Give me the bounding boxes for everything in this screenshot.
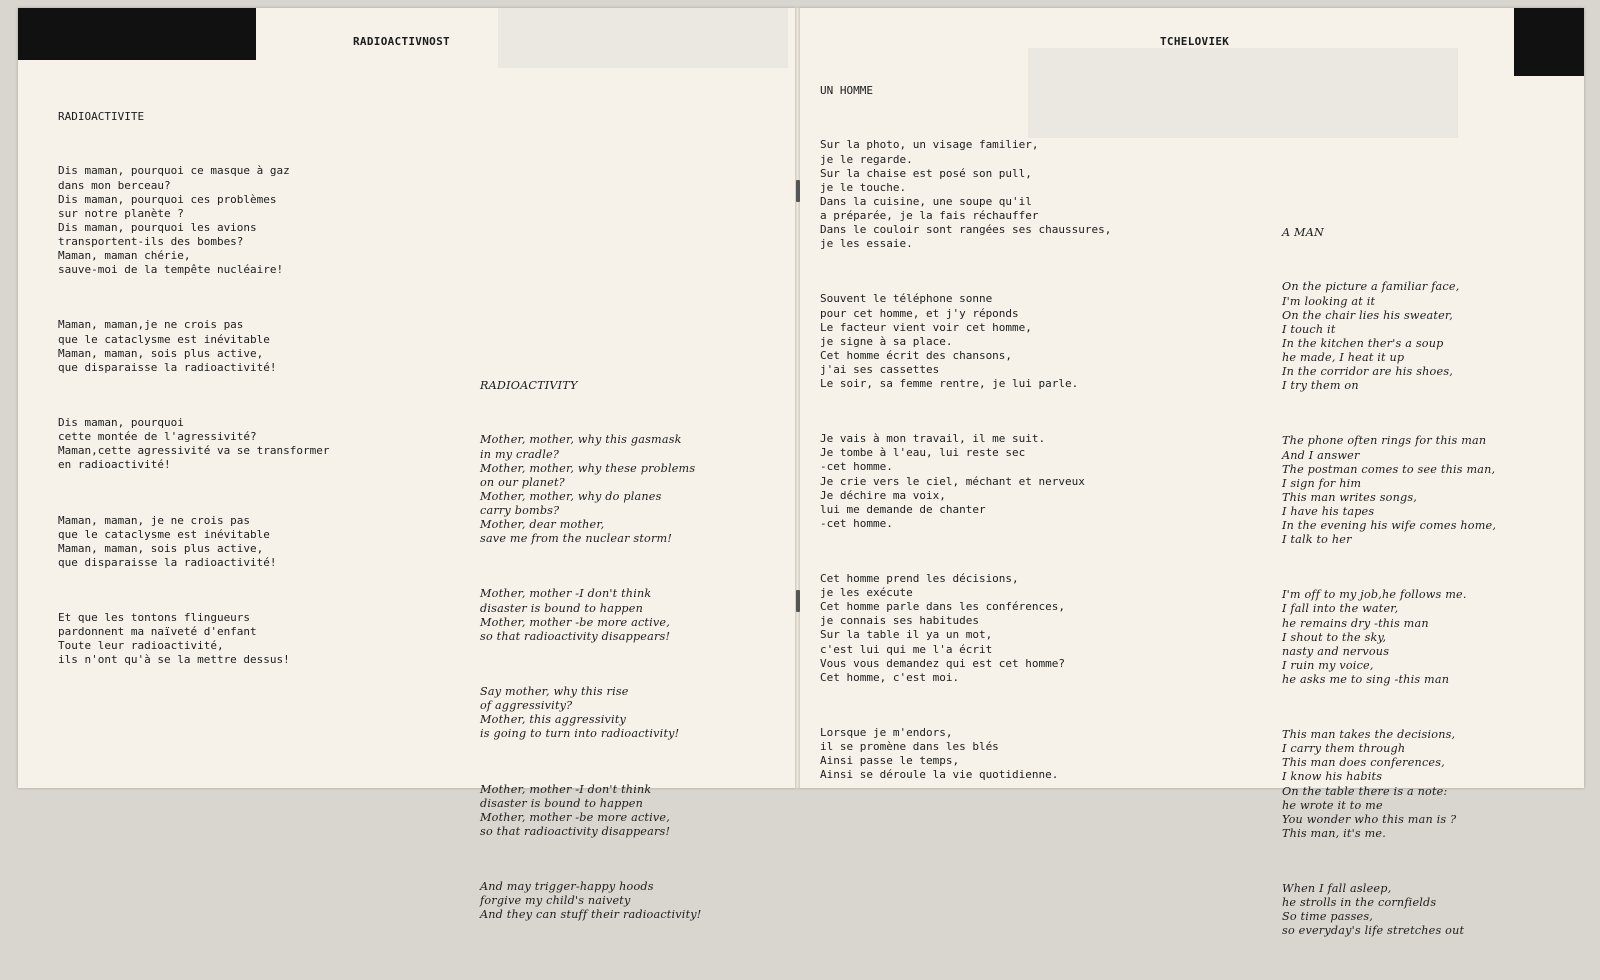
french-poem-radioactivite — [58, 82, 330, 709]
poem-stanza: And may trigger-happy hoods forgive my child's naivety And they can stuff their radioactivity! — [480, 880, 702, 922]
poem-stanza: Mother, mother, why this gasmask in my cradle? Mother, mother, why these problems on our planet? Mother, mother, why do planes carry bombs? Mother, dear mother, save me from the nuclear storm! — [480, 433, 696, 546]
english-poem-title: A MAN — [1282, 226, 1324, 240]
french-poem-title: RADIOACTIVITE — [58, 110, 145, 124]
french-poem-title: UN HOMME — [820, 84, 873, 98]
black-redaction-bar — [18, 8, 256, 60]
poem-stanza: Dis maman, pourquoi ce masque à gaz dans mon berceau? Dis maman, pourquoi ces problèmes sur notre planète ? Dis maman, pourquoi les avions transportent-ils des bombes? Maman, maman chérie, sauve-moi de la tempête nucléaire! — [58, 164, 290, 277]
english-poem-a-man — [1282, 198, 1496, 980]
black-redaction-bar — [1514, 8, 1584, 76]
staple — [796, 180, 800, 202]
poem-stanza: Et que les tontons flingueurs pardonnent ma naïveté d'enfant Toute leur radioactivité, ils n'ont qu'à se la mettre dessus! — [58, 611, 290, 667]
poem-stanza: When I fall asleep, he strolls in the cornfields So time passes, so everyday's life stretches out — [1282, 882, 1465, 938]
english-poem-title: RADIOACTIVITY — [480, 379, 578, 393]
poem-stanza: This man takes the decisions, I carry them through This man does conferences, I know his habits On the table there is a note: he wrote it to me You wonder who this man is ? This man, it's me. — [1282, 728, 1457, 840]
poem-stanza: Je vais à mon travail, il me suit. Je tombe à l'eau, lui reste sec -cet homme. Je crie vers le ciel, méchant et nerveux Je déchire ma voix, lui me demande de chanter -cet homme. — [820, 432, 1085, 530]
poem-stanza: Say mother, why this rise of aggressivity? Mother, this aggressivity is going to turn into radioactivity! — [480, 684, 680, 741]
poem-stanza: Maman, maman,je ne crois pas que le cataclysme est inévitable Maman, maman, sois plus active, que disparaisse la radioactivité! — [58, 318, 277, 374]
booklet-spine — [795, 8, 800, 788]
poem-stanza: Souvent le téléphone sonne pour cet homme, et j'y réponds Le facteur vient voir cet homme, je signe à sa place. Cet homme écrit des chansons, j'ai ses cassettes Le soir, sa femme rentre, je lui parle. — [820, 292, 1079, 390]
left-booklet-page — [18, 8, 796, 922]
poem-stanza: Cet homme prend les décisions, je les exécute Cet homme parle dans les conférences, je connais ses habitudes Sur la table il ya un mot, c'est lui qui me l'a écrit Vous vous demandez qui est cet homme? Cet homme, c'est moi. — [820, 572, 1066, 684]
poem-stanza: Mother, mother -I don't think disaster is bound to happen Mother, mother -be more active, so that radioactivity disappears! — [480, 782, 671, 838]
poem-stanza: I'm off to my job,he follows me. I fall into the water, he remains dry -this man I shout to the sky, nasty and nervous I ruin my voice, he asks me to sing -this man — [1282, 588, 1467, 686]
poem-stanza: Mother, mother -I don't think disaster is bound to happen Mother, mother -be more active, so that radioactivity disappears! — [480, 587, 671, 643]
poem-stanza: The phone often rings for this man And I answer The postman comes to see this man, I sign for him This man writes songs, I have his tapes In the evening his wife comes home, I talk to her — [1282, 434, 1497, 547]
bleed-through-shade — [498, 8, 788, 68]
poem-stanza: On the picture a familiar face, I'm looking at it On the chair lies his sweater, I touch it In the kitchen ther's a soup he made, I heat it up In the corridor are his shoes, I try them on — [1282, 280, 1460, 393]
poem-stanza: Dis maman, pourquoi cette montée de l'agressivité? Maman,cette agressivité va se transformer en radioactivité! — [58, 415, 330, 472]
english-poem-radioactivity — [480, 351, 702, 964]
page-header-right: TCHELOVIEK — [1160, 35, 1230, 48]
french-poem-un-homme — [820, 56, 1111, 824]
poem-stanza: Sur la photo, un visage familier, je le regarde. Sur la chaise est posé son pull, je le touche. Dans la cuisine, une soupe qu'il a préparée, je la fais réchauffer Dans le couloir sont rangées ses chaussures, je les essaie. — [820, 138, 1112, 251]
staple — [796, 590, 800, 612]
poem-stanza: Maman, maman, je ne crois pas que le cataclysme est inévitable Maman, maman, sois plus active, que disparaisse la radioactivité! — [58, 513, 277, 569]
page-header-left: RADIOACTIVNOST — [353, 35, 450, 48]
right-booklet-page — [798, 8, 1584, 938]
poem-stanza: Lorsque je m'endors, il se promène dans les blés Ainsi passe le temps, Ainsi se déroule la vie quotidienne. — [820, 726, 1059, 782]
